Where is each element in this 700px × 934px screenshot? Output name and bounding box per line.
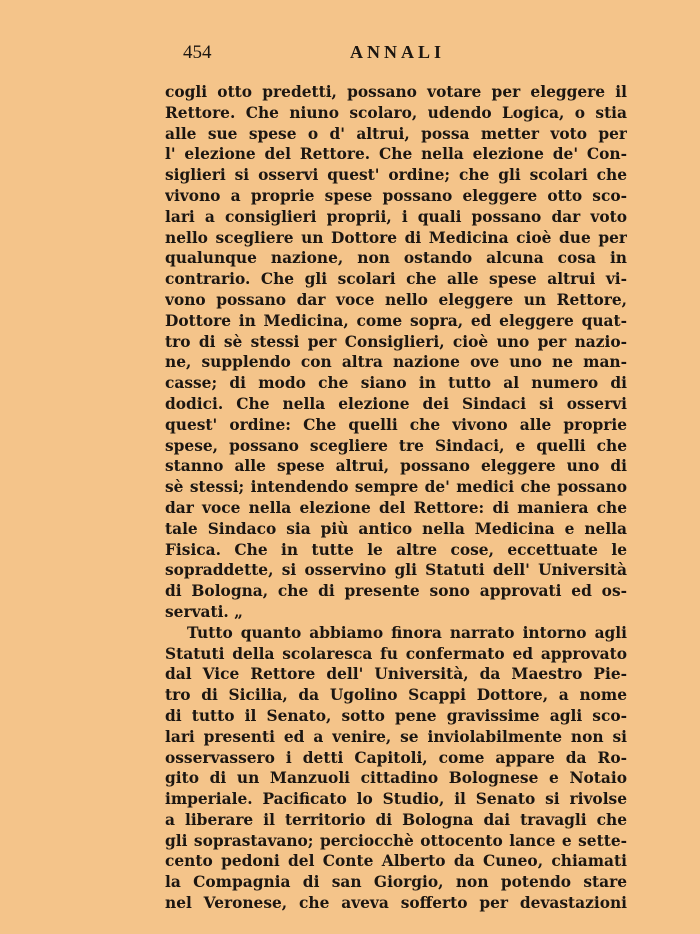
text-line: l' elezione del Rettore. Che nella elezione de' Con- — [165, 145, 627, 164]
text-line: vivono a proprie spese possano eleggere otto sco- — [165, 186, 627, 205]
running-title: ANNALI — [349, 42, 445, 62]
text-line: lari presenti ed a venire, se inviolabilmente non si — [165, 727, 627, 746]
text-line: qualunque nazione, non ostando alcuna cosa in — [165, 249, 627, 268]
text-line: Dottore in Medicina, come sopra, ed eleggere quat- — [165, 311, 627, 330]
text-line: dodici. Che nella elezione dei Sindaci si osservi — [165, 394, 627, 413]
text-line: tale Sindaco sia più antico nella Medicina e nella — [165, 519, 627, 538]
text-line: ne, supplendo con altra nazione ove uno ne man- — [165, 353, 627, 372]
text-line: quest' ordine: Che quelli che vivono alle proprie — [165, 415, 627, 434]
text-line: contrario. Che gli scolari che alle spese altrui vi- — [165, 270, 627, 289]
text-line: siglieri si osservi quest' ordine; che gli scolari che — [165, 166, 627, 185]
body-text — [165, 82, 627, 914]
text-line: osservassero i detti Capitoli, come appare da Ro- — [165, 748, 627, 767]
text-line: imperiale. Pacificato lo Studio, il Senato si rivolse — [165, 790, 627, 809]
text-line: dal Vice Rettore dell' Università, da Maestro Pie- — [165, 665, 627, 684]
text-line: lari a consiglieri proprii, i quali possano dar voto — [165, 207, 627, 226]
text-line: alle sue spese o d' altrui, possa metter voto per — [165, 124, 627, 143]
text-line: nel Veronese, che aveva sofferto per devastazioni — [165, 894, 627, 913]
text-line: stanno alle spese altrui, possano eleggere uno di — [165, 457, 627, 476]
text-line: la Compagnia di san Giorgio, non potendo stare — [165, 873, 627, 892]
text-line: di tutto il Senato, sotto pene gravissime agli sco- — [165, 706, 627, 725]
text-line: gito di un Manzuoli cittadino Bolognese e Notaio — [165, 769, 627, 788]
text-line: dar voce nella elezione del Rettore: di maniera che — [165, 498, 627, 517]
text-line: Tutto quanto abbiamo finora narrato intorno agli — [187, 623, 627, 642]
page-header — [165, 42, 630, 72]
text-line: spese, possano scegliere tre Sindaci, e quelli che — [165, 436, 627, 455]
text-line: nello scegliere un Dottore di Medicina cioè due per — [165, 228, 627, 247]
text-line: Fisica. Che in tutte le altre cose, eccettuate le — [165, 540, 627, 559]
text-line: Statuti della scolaresca fu confermato ed approvato — [165, 644, 627, 663]
text-line: cento pedoni del Conte Alberto da Cuneo, chiamati — [165, 852, 627, 871]
text-line: vono possano dar voce nello eleggere un Rettore, — [165, 290, 627, 309]
text-line: tro di sè stessi per Consiglieri, cioè uno per nazio- — [165, 332, 627, 351]
text-line: Rettore. Che niuno scolaro, udendo Logica, o stia — [165, 103, 627, 122]
text-line: a liberare il territorio di Bologna dai travagli che — [165, 810, 627, 829]
text-line: cogli otto predetti, possano votare per eleggere il — [165, 83, 627, 101]
text-line: casse; di modo che siano in tutto al numero di — [165, 374, 627, 393]
text-line: servati. „ — [165, 602, 244, 621]
text-line: gli soprastavano; perciocchè ottocento lance e sette- — [165, 831, 627, 850]
page-number: 454 — [183, 42, 212, 63]
text-line: tro di Sicilia, da Ugolino Scappi Dottore, a nome — [165, 686, 627, 705]
text-line: sopraddette, si osservino gli Statuti dell' Università — [165, 561, 627, 580]
text-line: sè stessi; intendendo sempre de' medici che possano — [165, 478, 627, 497]
text-line: di Bologna, che di presente sono approvati ed os- — [165, 582, 627, 601]
